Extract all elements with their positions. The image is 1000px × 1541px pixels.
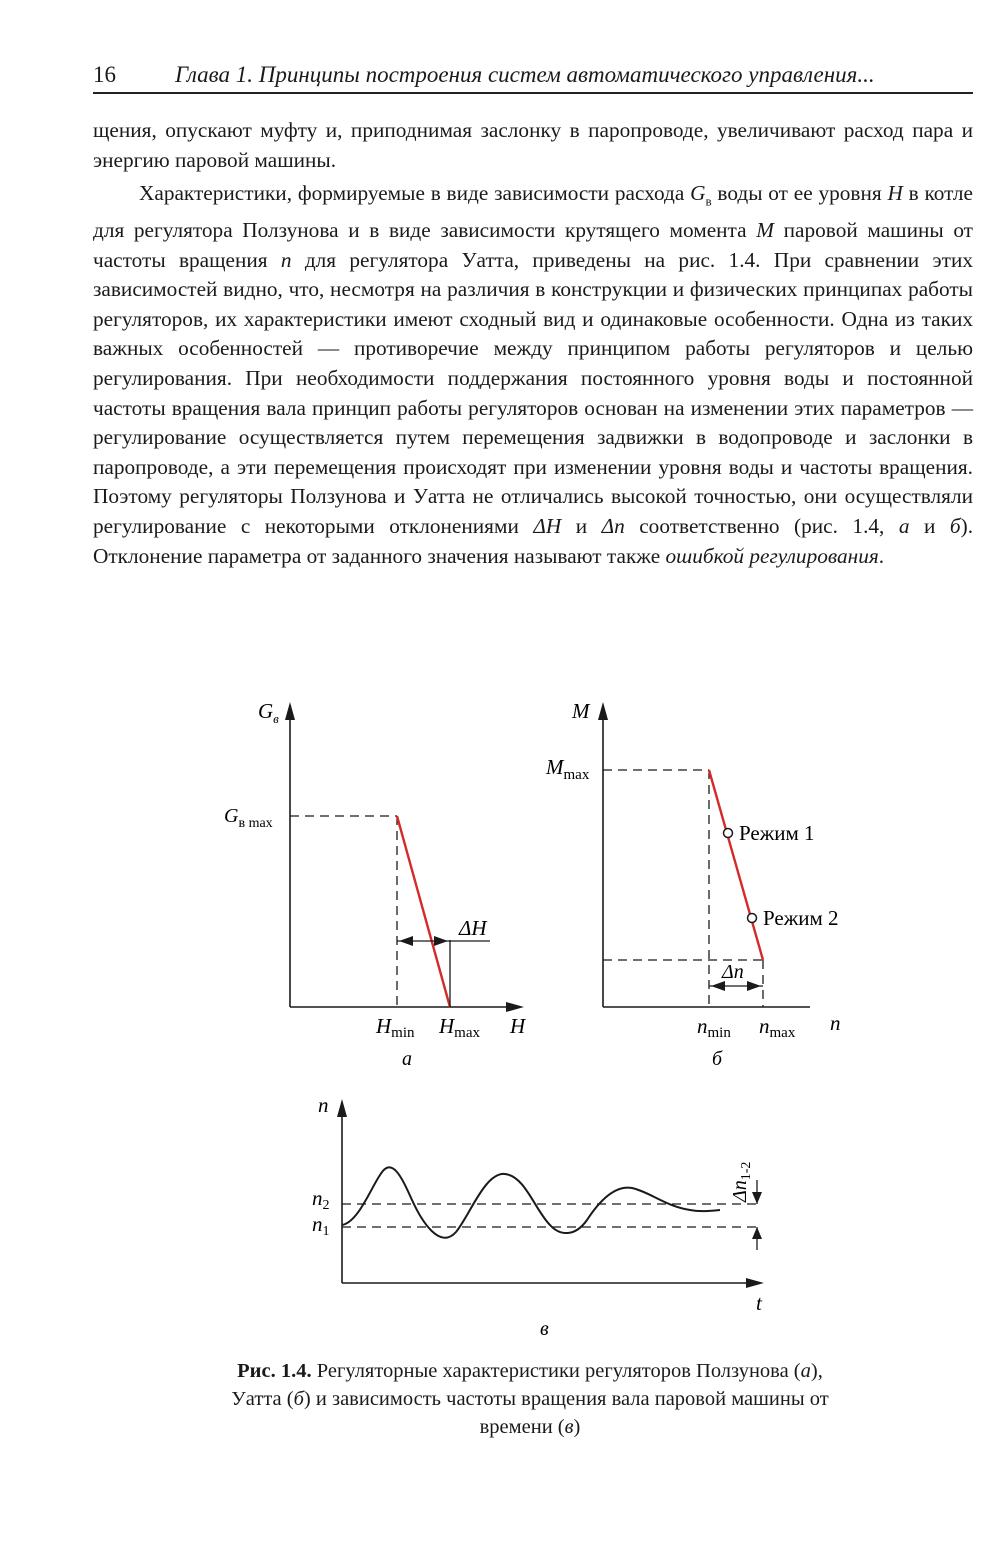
fig-c-x-arrow — [746, 1278, 764, 1288]
fig-c-delta-label: $\Delta n_{1-2}$ — [729, 1161, 754, 1202]
fig-a-gmax-label: $G_{в max}$ — [224, 805, 273, 831]
figure-a — [224, 699, 527, 1070]
figure-caption: Рис. 1.4. Регуляторные характеристики регуляторов Ползунова (а), Уатта (б) и зависимость частоты вращения вала паровой машины от времени (в) — [231, 1360, 829, 1438]
term-regulation-error: ошибкой регулирования — [665, 543, 879, 568]
fig-c-delta-upper-head — [752, 1192, 762, 1204]
fig-a-hmin-label: Hmin — [376, 1014, 415, 1041]
figure-c — [312, 1093, 764, 1340]
fig-c-y-label: n — [318, 1093, 329, 1117]
fig-b-characteristic — [709, 770, 763, 960]
fig-b-delta-label: Δn — [722, 961, 744, 983]
fig-b-x-label: n — [830, 1011, 841, 1035]
fig-a-panel-label: а — [402, 1048, 412, 1070]
fig-c-x-label: t — [756, 1291, 762, 1315]
fig-c-delta-lower-head — [752, 1227, 762, 1239]
fig-b-mode1-label: Режим 1 — [739, 821, 815, 845]
page-number: 16 — [93, 62, 116, 87]
fig-b-delta-arrow-right — [747, 981, 761, 991]
fig-a-delta-arrow-right — [434, 936, 448, 946]
fig-b-y-label: M — [572, 699, 590, 723]
fig-a-delta-label: ΔH — [459, 916, 487, 940]
fig-b-panel-label: б — [712, 1048, 723, 1070]
running-title: Глава 1. Принципы построения систем автоматического управления... — [175, 62, 875, 87]
fig-a-hmax-label: Hmax — [439, 1014, 480, 1041]
fig-a-x-label: H — [510, 1014, 526, 1038]
fig-a-y-arrow — [285, 702, 295, 720]
fig-b-nmin-label: nmin — [697, 1014, 731, 1041]
fig-c-panel-label: в — [540, 1318, 549, 1340]
fig-b-mode1-point — [724, 829, 733, 838]
fig-b-mode2-label: Режим 2 — [763, 906, 839, 930]
fig-b-mode2-point — [748, 914, 757, 923]
fig-c-y-arrow — [337, 1099, 347, 1117]
fig-a-y-label: $G_в$ — [258, 699, 279, 726]
caption-label: Рис. 1.4. — [237, 1360, 312, 1382]
fig-b-mmax-label: $M_{max}$ — [546, 755, 590, 783]
fig-b-y-arrow — [598, 702, 608, 720]
fig-a-x-arrow — [506, 1002, 524, 1012]
fig-a-characteristic — [397, 816, 450, 1007]
fig-c-n2-label: n2 — [312, 1186, 330, 1213]
paragraph-2: Характеристики, формируемые в виде зависимости расхода $G_в$ воды от ее уровня H в котле для регулятора Ползунова и в виде зависимости крутящего момента M паровой машины от частоты вращения n для регулятора Уатта, приведены на рис. 1.4. При сравнении этих зависимостей видно, что, несмотря на различия в конструкции и физических принципах работы регуляторов, их характеристики имеют сходный вид и одинаковые особенности. Одна из таких важных особенностей — противоречие между принципом работы регуляторов и целью регулирования. При необходимости поддержания постоянного уровня воды и постоянной частоты вращения вала принцип работы регуляторов основан на изменении этих параметров — регулирование осуществляется путем перемещения задвижки в водопроводе и заслонки в паропроводе, а эти перемещения происходят при изменении уровня воды и частоты вращения. Поэтому регуляторы Ползунова и Уатта не отличались высокой точностью, они осуществляли регулирование с некоторыми отклонениями ΔH и Δn соответственно (рис. 1.4, а и б). Отклонение параметра от заданного значения называют также ошибкой регулирования. — [93, 181, 974, 568]
fig-a-delta-arrow-left — [399, 936, 413, 946]
paragraph-1: щения, опускают муфту и, приподнимая заслонку в паропроводе, увеличивают расход пара и энергию паровой машины. — [93, 118, 973, 172]
fig-c-n1-label: n1 — [312, 1212, 330, 1239]
figure-b — [545, 699, 841, 1070]
fig-b-nmax-label: nmax — [759, 1014, 796, 1041]
